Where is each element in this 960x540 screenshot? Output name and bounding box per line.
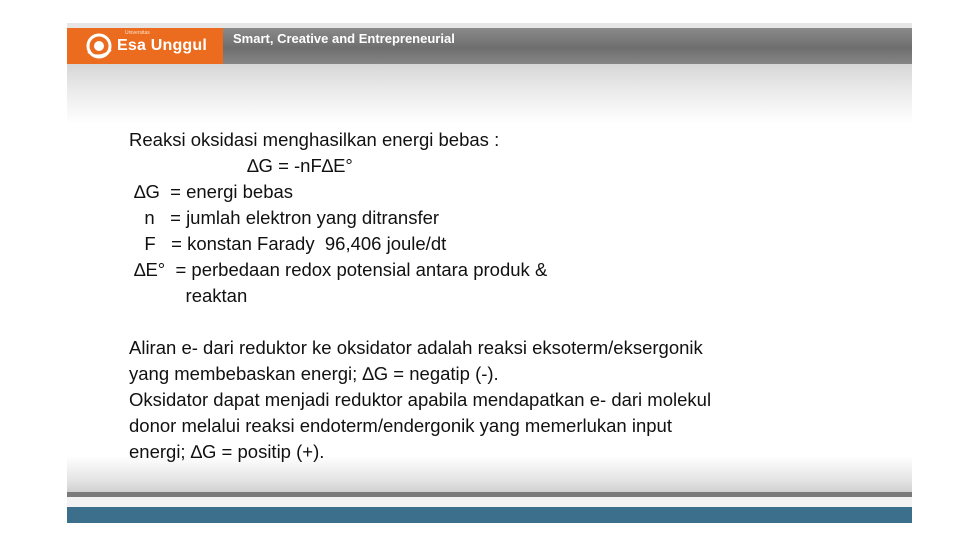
logo-text: Esa Unggul <box>117 37 208 54</box>
paragraph-line: yang membebaskan energi; ∆G = negatip (-). <box>129 363 499 384</box>
footer-light-strip <box>67 497 912 507</box>
paragraph-line: donor melalui reaksi endoterm/endergonik yang memerlukan input <box>129 415 672 436</box>
tagline: Smart, Creative and Entrepreneurial <box>233 31 455 46</box>
logo-swirl-icon <box>85 32 113 60</box>
logo-small-text: Universitas <box>125 30 150 36</box>
formula-line: ∆G = -nF∆E° <box>129 155 353 176</box>
header-gradient-band <box>67 64 912 124</box>
paragraph-line: Oksidator dapat menjadi reduktor apabila mendapatkan e- dari molekul <box>129 389 712 410</box>
definition-line: ∆G = energi bebas <box>129 181 294 202</box>
paragraph-line: Aliran e- dari reduktor ke oksidator adalah reaksi eksoterm/eksergonik <box>129 337 703 358</box>
definition-line: reaktan <box>129 285 248 306</box>
definition-line: F = konstan Farady 96,406 joule/dt <box>129 233 447 254</box>
footer-blue-bar <box>67 507 912 523</box>
definition-line: ∆E° = perbedaan redox potensial antara produk & <box>129 259 548 280</box>
paragraph-line: energi; ∆G = positip (+). <box>129 441 325 462</box>
body-line: Reaksi oksidasi menghasilkan energi bebas : <box>129 129 500 150</box>
slide-body <box>129 127 889 465</box>
spacer <box>129 309 889 335</box>
definition-line: n = jumlah elektron yang ditransfer <box>129 207 440 228</box>
university-logo <box>85 32 207 60</box>
